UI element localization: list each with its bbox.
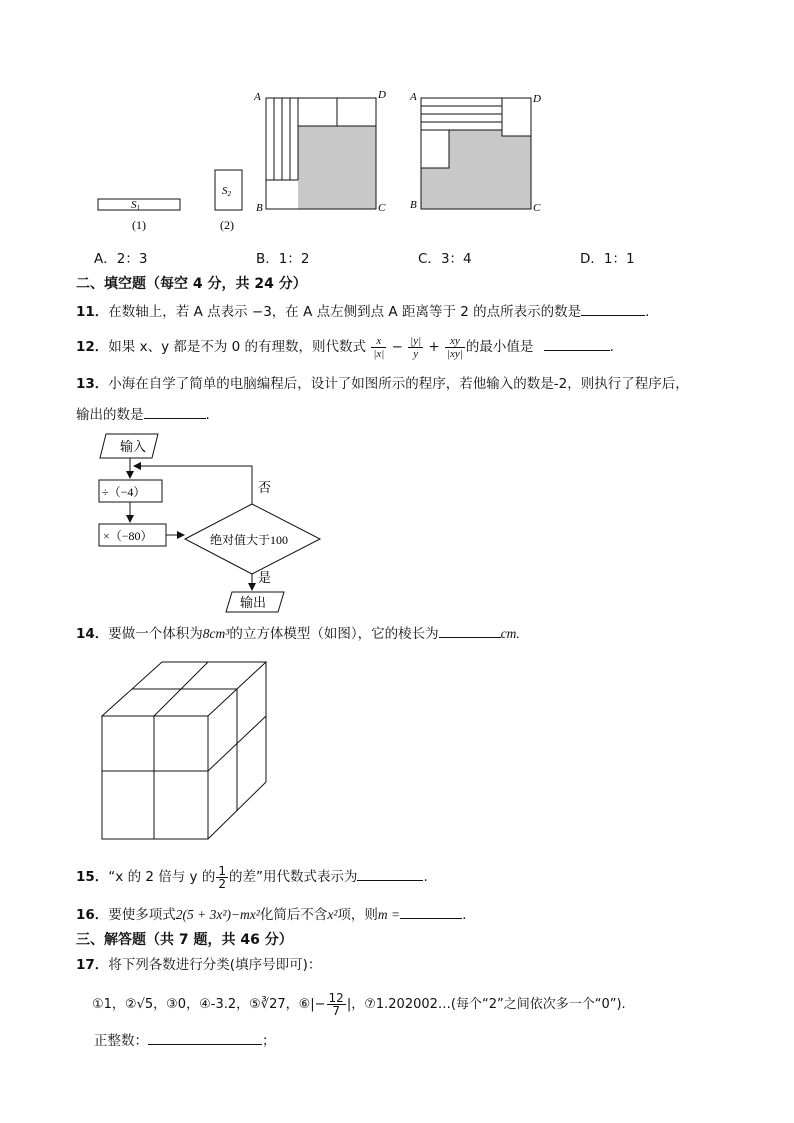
cube-model-figure: [96, 656, 276, 844]
fig2-caption: (2): [220, 218, 234, 232]
question-17-items: ①1，②√5，③0，④-3.2，⑤∛27，⑥|− $\frac{12}{7}$ |，⑦1.202002…(每个“2”之间依次多一个“0”).: [92, 991, 626, 1018]
question-13-line-2: 输出的数是 .: [76, 404, 210, 424]
answer-blank-17[interactable]: [148, 1030, 262, 1045]
answer-blank-13[interactable]: [144, 404, 206, 419]
s1-label: S1: [131, 199, 140, 212]
divide-label: ÷（−4）: [102, 485, 146, 499]
s2-label: S2: [222, 185, 231, 198]
option-c: C．3：4: [418, 251, 472, 267]
corner-b-label-2: B: [410, 199, 417, 211]
section-3-title: 三、解答题（共 7 题，共 46 分）: [76, 932, 293, 948]
option-b: B．1：2: [256, 251, 310, 267]
answer-blank-16[interactable]: [400, 904, 462, 919]
question-13-line-1: 13．小海在自学了简单的电脑编程后，设计了如图所示的程序，若他输入的数是-2，则执行了程序后，: [76, 376, 689, 392]
no-label: 否: [258, 480, 272, 495]
corner-b-label: B: [256, 202, 263, 214]
option-d: D．1：1: [580, 251, 635, 267]
question-15: 15．“x 的 2 倍与 y 的 $\frac{1}{2}$ 的差”用代数式表示为 .: [76, 863, 428, 891]
yes-label: 是: [258, 570, 272, 585]
q10-figures: [90, 82, 560, 232]
multiply-label: ×（−80）: [103, 529, 153, 543]
input-label: 输入: [120, 439, 147, 454]
category-positive-integer: 正整数： ；: [94, 1030, 276, 1050]
answer-blank-12[interactable]: [544, 336, 610, 351]
corner-a-label: A: [254, 91, 261, 103]
answer-blank-14[interactable]: [439, 623, 501, 638]
question-12: 12．如果 x、y 都是不为 0 的有理数，则代数式 $\frac{x}{|x|}$ − $\frac{|y|}{y}$ + $\frac{xy}{|xy|}$ 的最小值是 .: [76, 334, 614, 360]
fraction-one-half: $\frac{1}{2}$: [218, 863, 226, 891]
answer-blank-11[interactable]: [581, 301, 645, 316]
fraction-x-over-abs-x: $\frac{x}{|x|}$: [373, 334, 385, 360]
output-label: 输出: [240, 595, 267, 610]
fraction-12-over-7: $\frac{12}{7}$: [328, 991, 344, 1018]
question-16: 16．要使多项式2(5 + 3x²)−mx²化简后不含x²项，则m = .: [76, 904, 466, 924]
section-2-title: 二、填空题（每空 4 分，共 24 分）: [76, 276, 307, 292]
answer-blank-15[interactable]: [357, 866, 423, 881]
corner-a-label-2: A: [410, 91, 417, 103]
fraction-abs-y-over-y: $\frac{|y|}{y}$: [410, 334, 422, 360]
condition-label: 绝对值大于100: [210, 533, 289, 547]
question-14: 14．要做一个体积为8cm³的立方体模型（如图），它的棱长为 cm.: [76, 623, 520, 643]
question-17: 17．将下列各数进行分类(填序号即可)：: [76, 957, 322, 973]
square-figure-2: [409, 91, 541, 214]
fig1-caption: (1): [132, 218, 146, 232]
program-flowchart: [90, 428, 340, 616]
corner-c-label-2: C: [533, 202, 541, 214]
option-a: A．2：3: [94, 251, 148, 267]
corner-c-label: C: [378, 202, 386, 214]
question-11: 11．在数轴上，若 A 点表示 −3，在 A 点左侧到点 A 距离等于 2 的点所表示的数是 .: [76, 301, 649, 321]
corner-d-label-2: D: [533, 93, 541, 105]
fraction-xy-over-abs-xy: $\frac{xy}{|xy|}$: [447, 334, 463, 360]
corner-d-label: D: [378, 89, 386, 101]
square-figure-1: [253, 89, 386, 214]
